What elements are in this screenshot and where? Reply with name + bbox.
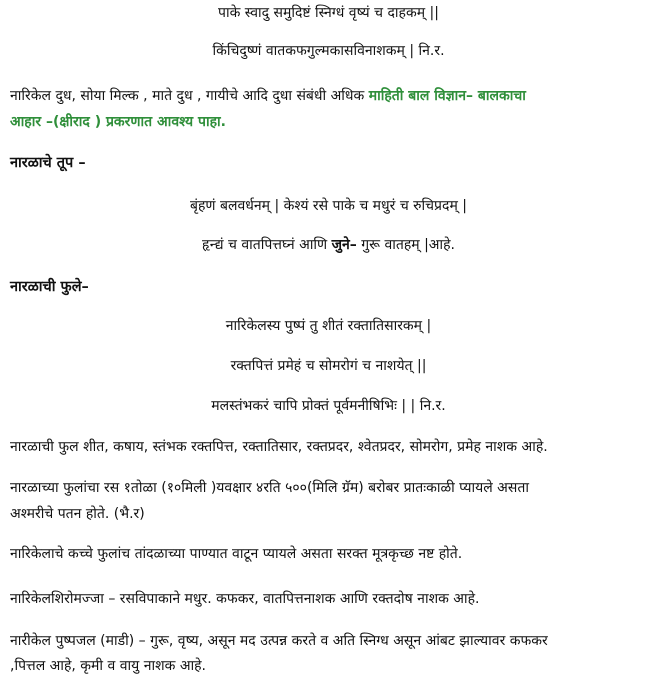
heading-coconut-flowers: नारळाची फुले– — [10, 279, 89, 295]
verse-line-4 — [0, 234, 657, 256]
paragraph-flower-juice-line-2: अश्मरीचे पतन होते. (भै.र) — [10, 506, 145, 522]
verse-line-1: पाके स्वादु समुदिष्टं स्निग्धं वृष्यं च दाहकम् || — [218, 5, 439, 21]
verse-line-4-old-ghee: जुने– — [331, 237, 357, 253]
bal-vigyan-reference-link[interactable]: माहिती बाल विज्ञान– बालकाचा — [368, 88, 526, 104]
paragraph-flower-juice-line-1: नारळाच्या फुलांचा रस १तोळा (१०मिली )यवक्षार ४रति ५००(मिलि ग्रॅम) बरोबर प्रातःकाळी प्यायले असता — [10, 480, 529, 496]
paragraph-milk-reference-continued — [10, 111, 650, 133]
heading-coconut-ghee: नारळाचे तूप – — [10, 155, 86, 171]
paragraph-flower-sap-line-1: नारीकेल पुष्पजल (माडी) – गुरू, वृष्य, असून मद उत्पन्न करते व अति स्निग्ध असून आंबट झाल्यावर कफकर — [10, 633, 548, 649]
verse-line-4-part-a: हृन्द्यं च वातपित्तघ्नं आणि — [202, 237, 332, 253]
paragraph-milk-text: नारिकेल दुध, सोया मिल्क , माते दुध , गायीचे आदि दुधा संबंधी अधिक — [10, 88, 369, 104]
verse-line-4-part-b: गुरू वातहम् |आहे. — [356, 237, 455, 253]
verse-line-3: बृंहणं बलवर्धनम् | केश्यं रसे पाके च मधुरं च रुचिप्रदम् | — [190, 198, 467, 214]
verse-line-6: रक्तपित्तं प्रमेहं च सोमरोगं च नाशयेत् || — [230, 358, 427, 374]
ksheerad-chapter-reference-link[interactable]: आहार –(क्षीराद ) प्रकरणात आवश्य पाहा. — [10, 114, 227, 130]
paragraph-milk-reference — [10, 85, 650, 107]
paragraph-flower-sap-line-2: ,पित्तल आहे, कृमी व वायु नाशक आहे. — [10, 658, 207, 674]
paragraph-flower-properties: नारळाची फुल शीत, कषाय, स्तंभक रक्तपित्त, रक्तातिसार, रक्तप्रदर, श्वेतप्रदर, सोमरोग, प्रमेह नाशक आहे. — [10, 439, 548, 455]
paragraph-coconut-kernel: नारिकेलशिरोमज्जा – रसविपाकाने मधुर. कफकर, वातपित्तनाशक आणि रक्तदोष नाशक आहे. — [10, 591, 480, 607]
verse-line-2: किंचिदुष्णं वातकफगुल्मकासविनाशकम् | नि.र. — [212, 43, 445, 59]
paragraph-raw-flowers: नारिकेलाचे कच्चे फुलांच तांदळाच्या पाण्यात वाटून प्यायले असता सरक्त मूत्रकृच्छ नष्ट होते. — [10, 546, 463, 562]
verse-line-5: नारिकेलस्य पुष्पं तु शीतं रक्तातिसारकम् | — [225, 318, 432, 334]
verse-line-7: मलस्तंभकरं चापि प्रोक्तं पूर्वमनीषिभिः | | नि.र. — [211, 398, 446, 414]
